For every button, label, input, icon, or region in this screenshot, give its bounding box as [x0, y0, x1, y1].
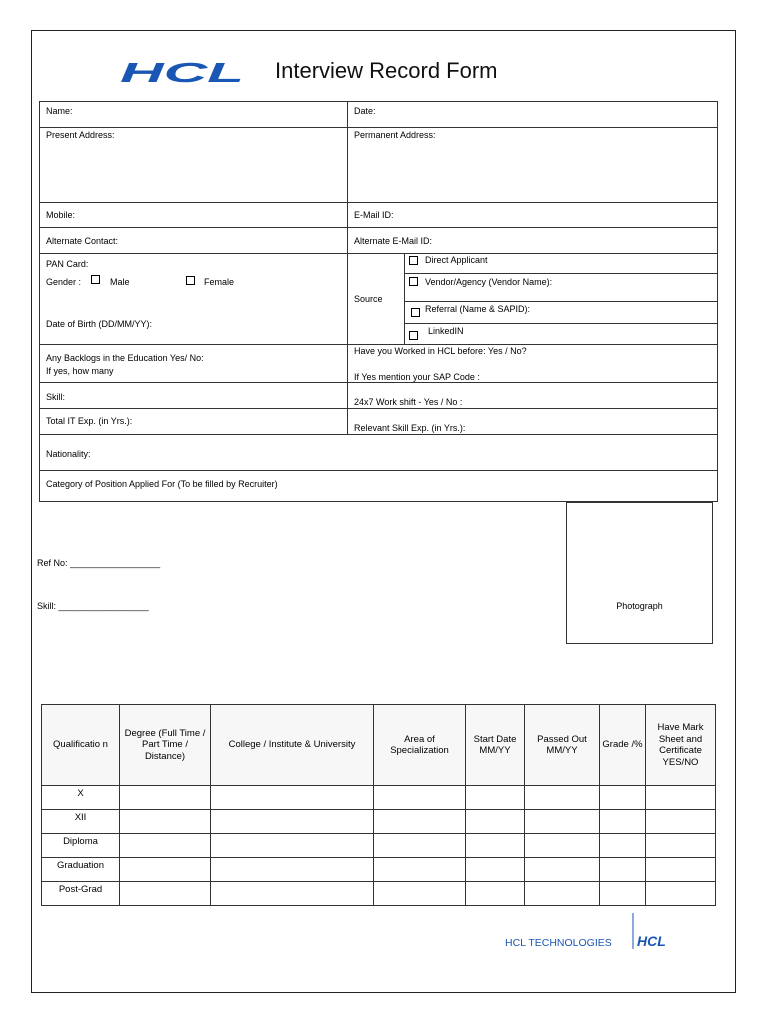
- present-address-label: Present Address:: [46, 130, 115, 140]
- table-cell[interactable]: [525, 810, 600, 834]
- table-cell[interactable]: [525, 882, 600, 906]
- photograph-label: Photograph: [616, 601, 663, 611]
- table-cell[interactable]: [525, 858, 600, 882]
- backlogs-count-label: If yes, how many: [46, 366, 114, 376]
- direct-applicant-label: Direct Applicant: [425, 255, 488, 265]
- hcl-logo-text: HCL: [120, 58, 244, 86]
- source-label: Source: [354, 294, 383, 304]
- table-cell[interactable]: [646, 786, 716, 810]
- table-row: [42, 810, 716, 834]
- table-cell[interactable]: [646, 858, 716, 882]
- linkedin-checkbox[interactable]: [409, 331, 418, 340]
- table-cell[interactable]: [646, 882, 716, 906]
- column-header: Qualificatio n: [42, 705, 120, 786]
- column-header: Have Mark Sheet and Certificate YES/NO: [646, 705, 716, 786]
- table-row: [42, 882, 716, 906]
- page-title: Interview Record Form: [275, 58, 498, 83]
- table-cell[interactable]: [466, 810, 525, 834]
- table-cell[interactable]: [466, 834, 525, 858]
- alternate-email-label: Alternate E-Mail ID:: [354, 236, 433, 246]
- skill-label: Skill:: [46, 392, 66, 402]
- table-cell[interactable]: [466, 858, 525, 882]
- column-header: Start Date MM/YY: [466, 705, 525, 786]
- ref-no-label: Ref No: __________________: [37, 558, 161, 568]
- table-cell[interactable]: [600, 810, 646, 834]
- table-header-row: [42, 705, 716, 786]
- column-header: Passed Out MM/YY: [525, 705, 600, 786]
- pan-card-label: PAN Card:: [46, 259, 89, 269]
- table-cell[interactable]: [600, 834, 646, 858]
- relevant-exp-label: Relevant Skill Exp. (in Yrs.):: [354, 423, 466, 433]
- nationality-label: Nationality:: [46, 449, 91, 459]
- education-table: [41, 704, 716, 906]
- table-cell[interactable]: [374, 834, 466, 858]
- table-cell[interactable]: [600, 786, 646, 810]
- row-label: Graduation: [42, 858, 120, 882]
- table-cell[interactable]: [374, 810, 466, 834]
- work-shift-label: 24x7 Work shift - Yes / No :: [354, 397, 463, 407]
- column-header: Grade /%: [600, 705, 646, 786]
- footer-brand: HCL: [637, 933, 666, 949]
- row-label: Post-Grad: [42, 882, 120, 906]
- direct-applicant-checkbox[interactable]: [409, 256, 418, 265]
- table-row: [42, 858, 716, 882]
- vendor-agency-label: Vendor/Agency (Vendor Name):: [425, 277, 553, 287]
- table-cell[interactable]: [374, 858, 466, 882]
- permanent-address-label: Permanent Address:: [354, 130, 436, 140]
- table-cell[interactable]: [211, 786, 374, 810]
- hcl-technologies-footer-logo: [505, 913, 687, 949]
- table-cell[interactable]: [646, 810, 716, 834]
- worked-hcl-label: Have you Worked in HCL before: Yes / No?: [354, 346, 527, 356]
- row-label: Diploma: [42, 834, 120, 858]
- table-cell[interactable]: [120, 810, 211, 834]
- female-checkbox[interactable]: [186, 276, 195, 285]
- table-row: [42, 786, 716, 810]
- company-name: HCL TECHNOLOGIES: [505, 937, 612, 949]
- backlogs-label: Any Backlogs in the Education Yes/ No:: [46, 353, 204, 363]
- table-cell[interactable]: [374, 786, 466, 810]
- table-cell[interactable]: [600, 882, 646, 906]
- sap-code-label: If Yes mention your SAP Code :: [354, 372, 480, 382]
- hcl-logo: [118, 58, 246, 86]
- table-cell[interactable]: [120, 834, 211, 858]
- row-label: XII: [42, 810, 120, 834]
- male-label: Male: [110, 277, 130, 287]
- table-cell[interactable]: [120, 882, 211, 906]
- referral-checkbox[interactable]: [411, 308, 420, 317]
- photograph-box: [566, 502, 713, 644]
- column-header: Area of Specialization: [374, 705, 466, 786]
- table-cell[interactable]: [646, 834, 716, 858]
- email-label: E-Mail ID:: [354, 210, 394, 220]
- category-label: Category of Position Applied For (To be filled by Recruiter): [46, 479, 278, 489]
- column-header: Degree (Full Time / Part Time / Distance): [120, 705, 211, 786]
- table-cell[interactable]: [525, 834, 600, 858]
- applicant-details-form: [39, 101, 718, 502]
- table-cell[interactable]: [374, 882, 466, 906]
- table-cell[interactable]: [120, 786, 211, 810]
- column-header: College / Institute & University: [211, 705, 374, 786]
- alternate-contact-label: Alternate Contact:: [46, 236, 119, 246]
- mobile-label: Mobile:: [46, 210, 76, 220]
- table-row: [42, 834, 716, 858]
- table-cell[interactable]: [600, 858, 646, 882]
- table-cell[interactable]: [211, 882, 374, 906]
- table-cell[interactable]: [525, 786, 600, 810]
- recruiter-skill-label: Skill: __________________: [37, 601, 149, 611]
- date-label: Date:: [354, 106, 376, 116]
- gender-label: Gender :: [46, 277, 82, 287]
- table-cell[interactable]: [211, 810, 374, 834]
- male-checkbox[interactable]: [91, 275, 100, 284]
- dob-label: Date of Birth (DD/MM/YY):: [46, 319, 153, 329]
- row-label: X: [42, 786, 120, 810]
- name-label: Name:: [46, 106, 73, 116]
- vendor-agency-checkbox[interactable]: [409, 277, 418, 286]
- table-cell[interactable]: [466, 882, 525, 906]
- table-cell[interactable]: [466, 786, 525, 810]
- referral-label: Referral (Name & SAPID):: [425, 304, 531, 314]
- total-it-exp-label: Total IT Exp. (in Yrs.):: [46, 416, 133, 426]
- table-cell[interactable]: [211, 834, 374, 858]
- table-cell[interactable]: [211, 858, 374, 882]
- table-cell[interactable]: [120, 858, 211, 882]
- female-label: Female: [204, 277, 235, 287]
- linkedin-label: LinkedIN: [428, 326, 464, 336]
